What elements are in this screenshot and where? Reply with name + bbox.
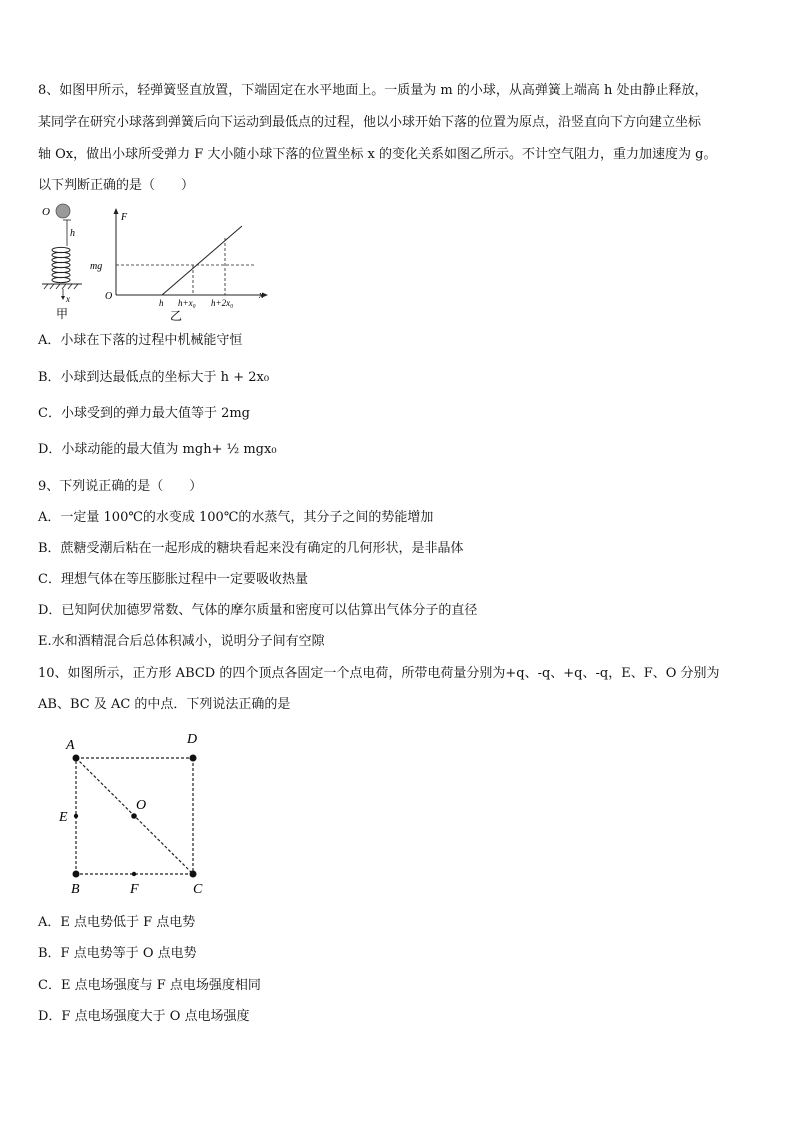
q8-stem-line1: 8、如图甲所示，轻弹簧竖直放置，下端固定在水平地面上。一质量为 m 的小球，从高弹簧上端高 h 处由静止释放， [38, 83, 708, 98]
fig-yi-tick-h: h [159, 298, 164, 308]
label-o: O [136, 798, 147, 813]
q8-option-d: D．小球动能的最大值为 mgh+ ½ mgx₀ [38, 442, 277, 457]
q10-stem-line1: 10、如图所示，正方形 ABCD 的四个顶点各固定一个点电荷，所带电荷量分别为+q、-q、+q、-q，E、F、O 分别为 [38, 666, 720, 681]
point-c [190, 871, 197, 878]
fig-jia-O: O [42, 206, 50, 218]
fig-jia-h: h [70, 228, 75, 239]
point-o [131, 813, 137, 819]
q10-option-b: B．F 点电势等于 O 点电势 [38, 946, 197, 961]
label-b: B [71, 882, 80, 897]
q8-stem-line3: 轴 Ox，做出小球所受弹力 F 大小随小球下落的位置坐标 x 的变化关系如图乙所示。不计空气阻力，重力加速度为 g。 [38, 147, 717, 162]
fig-yi-mg: mg [90, 261, 103, 272]
q10-option-a: A．E 点电势低于 F 点电势 [38, 915, 196, 930]
q10-option-c: C．E 点电场强度与 F 点电场强度相同 [38, 978, 261, 993]
q8-option-b: B．小球到达最低点的坐标大于 h + 2x₀ [38, 370, 270, 385]
point-a [73, 755, 80, 762]
fig-yi-tick-h2: h+2x₀ [211, 298, 234, 308]
q9-option-e: E.水和酒精混合后总体积减小，说明分子间有空隙 [38, 634, 325, 649]
ball [56, 204, 70, 218]
q8-figure [30, 198, 290, 323]
point-f [132, 872, 136, 876]
spring [52, 247, 70, 282]
fig-yi-F-axis: F [121, 212, 128, 223]
q8-stem-line2: 某同学在研究小球落到弹簧后向下运动到最低点的过程，他以小球开始下落的位置为原点，沿竖直向下方向建立坐标 [38, 115, 702, 130]
label-e: E [59, 810, 68, 825]
q9-stem: 9、下列说正确的是（ ） [38, 479, 203, 494]
q9-option-b: B．蔗糖受潮后粘在一起形成的糖块看起来没有确定的几何形状，是非晶体 [38, 541, 464, 556]
q8-option-c: C．小球受到的弹力最大值等于 2mg [38, 406, 250, 421]
label-c: C [193, 882, 203, 897]
q8-stem-line4: 以下判断正确的是（ ） [38, 178, 195, 193]
fig-yi-label: 乙 [170, 309, 183, 323]
label-a: A [66, 738, 75, 753]
q8-option-a: A．小球在下落的过程中机械能守恒 [38, 333, 243, 348]
fig-jia-label: 甲 [56, 307, 69, 321]
q9-option-a: A．一定量 100℃的水变成 100℃的水蒸气，其分子之间的势能增加 [38, 510, 434, 525]
q10-stem-line2: AB、BC 及 AC 的中点．下列说法正确的是 [38, 697, 291, 712]
point-b [73, 871, 80, 878]
q9-option-d: D．已知阿伏加德罗常数、气体的摩尔质量和密度可以估算出气体分子的直径 [38, 603, 478, 618]
q9-option-c: C．理想气体在等压膨胀过程中一定要吸收热量 [38, 572, 308, 587]
q10-figure [50, 725, 220, 900]
point-e [74, 814, 78, 818]
fig-yi-tick-h1: h+x₀ [178, 298, 196, 308]
label-d: D [187, 732, 198, 747]
q10-option-d: D．F 点电场强度大于 O 点电场强度 [38, 1009, 250, 1024]
fig-jia-x: x [66, 294, 70, 304]
label-f: F [130, 882, 139, 897]
point-d [190, 755, 197, 762]
fig-yi-origin: O [105, 291, 113, 302]
fig-yi-force-line [162, 226, 242, 295]
fig-yi-x-axis: x [259, 290, 264, 301]
